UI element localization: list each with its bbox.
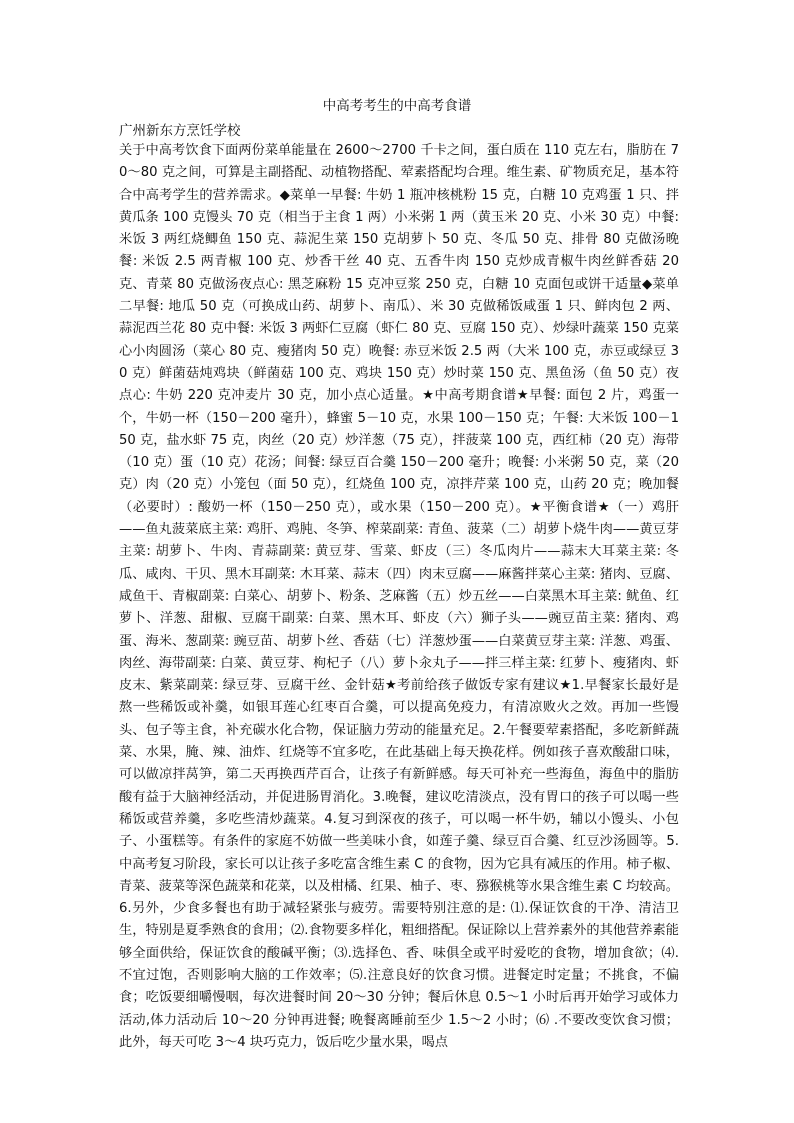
author-organization: 广州新东方烹饪学校 (119, 123, 241, 139)
document-title: 中高考考生的中高考食谱 (322, 98, 472, 114)
body-paragraph: 关于中高考饮食下面两份菜单能量在 2600～2700 千卡之间，蛋白质在 110 克左右，脂肪在 70～80 克之间，可算是主副搭配、动植物搭配、荤素搭配均合理。维生素、矿物质充足，基本符合中高考学生的营养需求。◆菜单一早餐: 牛奶 1 瓶冲核桃粉 15 克，白糖 10 克鸡蛋 1 只、拌黄瓜条 100 克馒头 70 克（相当于主食 1 两）小米粥 1 两（黄玉米 20 克、小米 30 克）中餐: 米饭 3 两红烧鲫鱼 150 克、蒜泥生菜 150 克胡萝卜 50 克、冬瓜 50 克、排骨 80 克做汤晚餐: 米饭 2.5 两青椒 100 克、炒香干丝 40 克、五香牛肉 150 克炒成青椒牛肉丝鲜香菇 20 克、青菜 80 克做汤夜点心: 黑芝麻粉 15 克冲豆浆 250 克，白糖 10 克面包或饼干适量◆菜单二早餐: 地瓜 50 克（可换成山药、胡萝卜、南瓜）、米 30 克做稀饭咸蛋 1 只、鲜肉包 2 两、蒜泥西兰花 80 克中餐: 米饭 3 两虾仁豆腐（虾仁 80 克、豆腐 150 克）、炒绿叶蔬菜 150 克菜心小肉圆汤（菜心 80 克、瘦猪肉 50 克）晚餐: 赤豆米饭 2.5 两（大米 100 克，赤豆或绿豆 30 克）鲜菌菇炖鸡块（鲜菌菇 100 克、鸡块 150 克）炒时菜 150 克、黑鱼汤（鱼 50 克）夜点心: 牛奶 220 克冲麦片 30 克，加小点心适量。★中高考期食谱★早餐: 面包 2 片，鸡蛋一个，牛奶一杯（150－200 毫升），蜂蜜 5－10 克，水果 100－150 克；午餐: 大米饭 100－150 克，盐水虾 75 克，肉丝（20 克）炒洋葱（75 克），拌菠菜 100 克，西红柿（20 克）海带（10 克）蛋（10 克）花汤；间餐: 绿豆百合羹 150－200 毫升；晚餐: 小米粥 50 克，菜（20 克）肉（20 克）小笼包（面 50 克），红烧鱼 100 克，凉拌芹菜 100 克，山药 20 克；晚加餐（必要时）: 酸奶一杯（150－250 克），或水果（150－200 克）。★平衡食谱★（一）鸡肝——鱼丸菠菜底主菜: 鸡肝、鸡肫、冬笋、榨菜副菜: 青鱼、菠菜（二）胡萝卜烧牛肉——黄豆芽主菜: 胡萝卜、牛肉、青蒜副菜: 黄豆芽、雪菜、虾皮（三）冬瓜肉片——蒜末大耳菜主菜: 冬瓜、咸肉、干贝、黑木耳副菜: 木耳菜、蒜末（四）肉末豆腐——麻酱拌菜心主菜: 猪肉、豆腐、咸鱼干、青椒副菜: 白菜心、胡萝卜、粉条、芝麻酱（五）炒五丝——白菜黑木耳主菜: 鱿鱼、红萝卜、洋葱、甜椒、豆腐干副菜: 白菜、黑木耳、虾皮（六）狮子头——豌豆苗主菜: 猪肉、鸡蛋、海米、葱副菜: 豌豆苗、胡萝卜丝、香菇（七）洋葱炒蛋——白菜黄豆芽主菜: 洋葱、鸡蛋、肉丝、海带副菜: 白菜、黄豆芽、枸杞子（八）萝卜汆丸子——拌三样主菜: 红萝卜、瘦猪肉、虾皮末、紫菜副菜: 绿豆芽、豆腐干丝、金针菇★考前给孩子做饭专家有建议★1.早餐家长最好是熬一些稀饭或补羹，如银耳莲心红枣百合羹，可以提高免疫力，有清凉败火之效。再加一些馒头、包子等主食，补充碳水化合物，保证脑力劳动的能量充足。2.午餐要荤素搭配，多吃新鲜蔬菜、水果，腌、辣、油炸、红烧等不宜多吃，在此基础上每天换花样。例如孩子喜欢酸甜口味，可以做凉拌莴笋，第二天再换西芹百合，让孩子有新鲜感。每天可补充一些海鱼，海鱼中的脂肪酸有益于大脑神经活动，并促进肠胃消化。3.晚餐，建议吃清淡点，没有胃口的孩子可以喝一些稀饭或营养羹，多吃些清炒蔬菜。4.复习到深夜的孩子，可以喝一杯牛奶，辅以小馒头、小包子、小蛋糕等。有条件的家庭不妨做一些美味小食，如莲子羹、绿豆百合羹、红豆沙汤圆等。5.中高考复习阶段，家长可以让孩子多吃富含维生素 C 的食物，因为它具有减压的作用。柿子椒、青菜、菠菜等深色蔬菜和花菜，以及柑橘、红果、柚子、枣、猕猴桃等水果含维生素 C 均较高。6.另外，少食多餐也有助于减轻紧张与疲劳。需要特别注意的是: ⑴.保证饮食的干净、清洁卫生，特别是夏季熟食的食用；⑵.食物要多样化，粗细搭配。保证除以上营养素外的其他营养素能够全面供给，保证饮食的酸碱平衡；⑶.选择色、香、味俱全或平时爱吃的食物，增加食欲；⑷.不宜过饱，否则影响大脑的工作效率；⑸.注意良好的饮食习惯。进餐定时定量；不挑食，不偏食；吃饭要细嚼慢咽，每次进餐时间 20～30 分钟；餐后休息 0.5～1 小时后再开始学习或体力活动,体力活动后 10～20 分钟再进餐; 晚餐离睡前至少 1.5～2 小时；⑹ .不要改变饮食习惯；此外，每天可吃 3～4 块巧克力，饭后吃少量水果，喝点 (119, 143, 679, 1050)
